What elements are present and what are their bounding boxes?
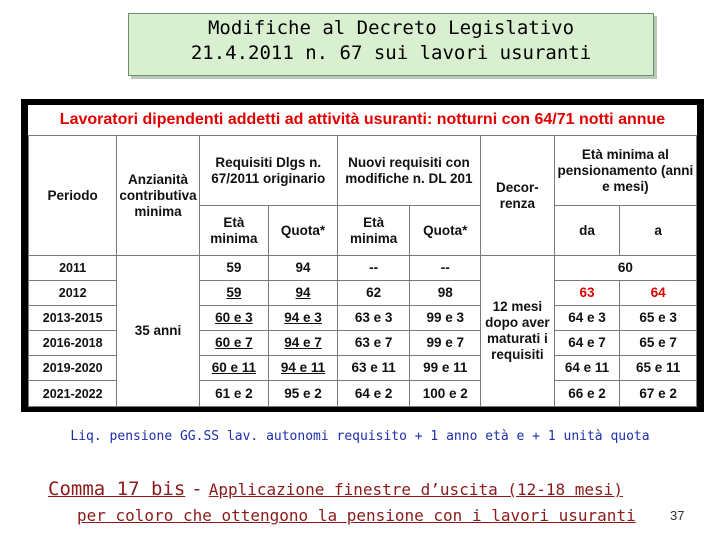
row-a: 65 e 3 bbox=[620, 306, 697, 331]
header-requisiti: Requisiti Dlgs n. 67/2011 originario bbox=[199, 136, 337, 206]
decorrenza-value: 12 mesi dopo aver maturati i requisiti bbox=[481, 256, 555, 407]
row-eta1: 59 bbox=[199, 256, 269, 281]
row-quota1: 94 e 11 bbox=[269, 356, 338, 381]
header-a: a bbox=[620, 206, 697, 256]
table-panel bbox=[28, 105, 697, 406]
row-da: 63 bbox=[554, 281, 620, 306]
row-quota2: 99 e 3 bbox=[410, 306, 481, 331]
comma-text-2: per coloro che ottengono la pensione con i lavori usuranti bbox=[77, 506, 636, 525]
row-a: 65 e 7 bbox=[620, 331, 697, 356]
row-quota1: 94 e 3 bbox=[269, 306, 338, 331]
anzianita-value: 35 anni bbox=[117, 256, 199, 407]
comma-text-1: Applicazione finestre d’uscita (12-18 mesi) bbox=[208, 480, 623, 499]
row-eta1: 59 bbox=[199, 281, 269, 306]
header-eta-minima-2: Età minima bbox=[337, 206, 410, 256]
row-quota2: 99 e 7 bbox=[410, 331, 481, 356]
row-quota2: 98 bbox=[410, 281, 481, 306]
slide-title-box bbox=[128, 13, 654, 76]
row-periodo: 2021-2022 bbox=[29, 381, 117, 407]
row-da: 64 e 3 bbox=[554, 306, 620, 331]
row-periodo: 2011 bbox=[29, 256, 117, 281]
header-quota-1: Quota* bbox=[269, 206, 338, 256]
header-eta-minima-1: Età minima bbox=[199, 206, 269, 256]
row-da: 64 e 11 bbox=[554, 356, 620, 381]
table-image-frame bbox=[21, 99, 704, 412]
row-a: 65 e 11 bbox=[620, 356, 697, 381]
comma-line-1 bbox=[48, 478, 623, 500]
row-eta1: 60 e 11 bbox=[199, 356, 269, 381]
row-quota2: -- bbox=[410, 256, 481, 281]
page-number: 37 bbox=[670, 508, 685, 523]
row-eta2: 63 e 3 bbox=[337, 306, 410, 331]
row-eta1: 60 e 7 bbox=[199, 331, 269, 356]
row-periodo: 2012 bbox=[29, 281, 117, 306]
row-da: 64 e 7 bbox=[554, 331, 620, 356]
requirements-table bbox=[28, 135, 697, 407]
table-title: Lavoratori dipendenti addetti ad attività usuranti: notturni con 64/71 notti annue bbox=[59, 111, 666, 128]
row-periodo: 2019-2020 bbox=[29, 356, 117, 381]
row-eta1: 61 e 2 bbox=[199, 381, 269, 407]
row-quota1: 94 bbox=[269, 256, 338, 281]
row-eta2: -- bbox=[337, 256, 410, 281]
footnote: Liq. pensione GG.SS lav. autonomi requisito + 1 anno età e + 1 unità quota bbox=[70, 429, 650, 444]
slide-title-line1: Modifiche al Decreto Legislativo bbox=[207, 17, 575, 39]
row-eta2: 63 e 7 bbox=[337, 331, 410, 356]
header-periodo: Periodo bbox=[29, 136, 117, 256]
comma-label: Comma 17 bis bbox=[48, 478, 186, 500]
row-quota1: 94 bbox=[269, 281, 338, 306]
header-eta-pensionamento: Età minima al pensionamento (anni e mesi) bbox=[554, 136, 696, 206]
header-da: da bbox=[554, 206, 620, 256]
row-eta1: 60 e 3 bbox=[199, 306, 269, 331]
header-decorrenza: Decor-renza bbox=[481, 136, 555, 256]
row-eta2: 64 e 2 bbox=[337, 381, 410, 407]
row-eta2: 63 e 11 bbox=[337, 356, 410, 381]
header-anzianita: Anzianità contributiva minima bbox=[117, 136, 199, 256]
slide-title-line2: 21.4.2011 n. 67 sui lavori usuranti bbox=[190, 42, 592, 64]
row-quota1: 94 e 7 bbox=[269, 331, 338, 356]
row-quota1: 95 e 2 bbox=[269, 381, 338, 407]
row-eta2: 62 bbox=[337, 281, 410, 306]
row-da: 66 e 2 bbox=[554, 381, 620, 407]
row-a: 67 e 2 bbox=[620, 381, 697, 407]
row-eta-pensione: 60 bbox=[554, 256, 696, 281]
row-a: 64 bbox=[620, 281, 697, 306]
header-nuovi-requisiti: Nuovi requisiti con modifiche n. DL 201 bbox=[337, 136, 480, 206]
row-quota2: 99 e 11 bbox=[410, 356, 481, 381]
header-quota-2: Quota* bbox=[410, 206, 481, 256]
row-periodo: 2013-2015 bbox=[29, 306, 117, 331]
row-quota2: 100 e 2 bbox=[410, 381, 481, 407]
comma-separator: - bbox=[191, 478, 203, 500]
row-periodo: 2016-2018 bbox=[29, 331, 117, 356]
